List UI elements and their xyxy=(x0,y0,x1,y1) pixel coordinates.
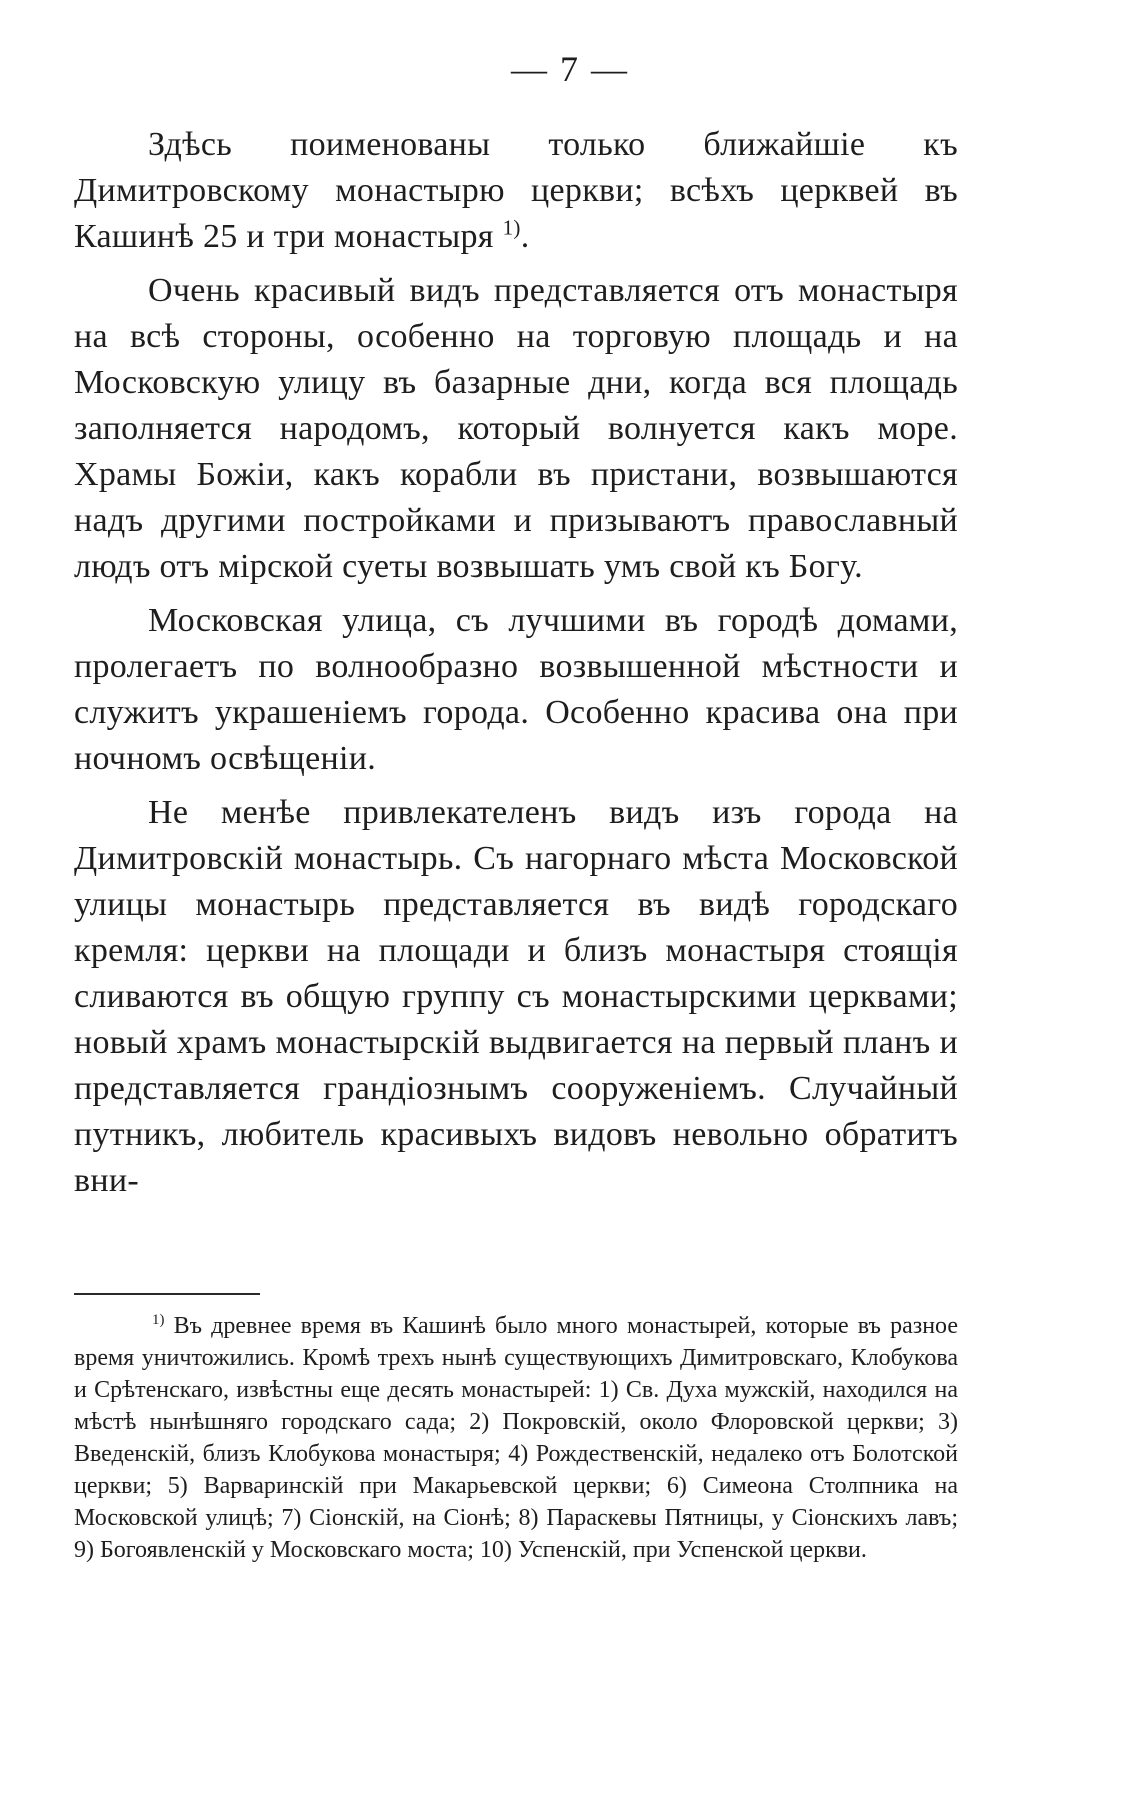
footnote-reference: 1) xyxy=(502,215,521,240)
paragraph-1 xyxy=(74,122,958,260)
footnote-1-text: Въ древнее время въ Кашинѣ было много монастырей, которые въ разное время уничтожились. Кромѣ трехъ нынѣ существующихъ Димитровскаго, Клобукова и Срѣтенскаго, извѣстны еще десять монастырей: 1) Св. Духа мужскій, находился на мѣстѣ нынѣшняго городскаго сада; 2) Покровскій, около Флоровской церкви; 3) Введенскій, близъ Клобукова монастыря; 4) Рождественскій, недалеко отъ Болотской церкви; 5) Варваринскій при Макарьевской церкви; 6) Симеона Столпника на Московской улицѣ; 7) Сіонскій, на Сіонѣ; 8) Параскевы Пятницы, у Сіонскихъ лавъ; 9) Богоявленскій у Московскаго моста; 10) Успенскій, при Успенской церкви. xyxy=(74,1313,959,1563)
footnotes xyxy=(74,1310,958,1566)
paragraph-1-text: Здѣсь поименованы только ближайшіе къ Димитровскому монастырю церкви; всѣхъ церквей въ Кашинѣ 25 и три монастыря xyxy=(74,126,958,255)
page-number: — 7 — xyxy=(511,49,629,89)
paragraph-4: Не менѣе привлекателенъ видъ изъ города на Димитровскій монастырь. Съ нагорнаго мѣста Московской улицы монастырь представляется въ видѣ городскаго кремля: церкви на площади и близъ монастыря стоящія сливаются въ общую группу съ монастырскими церквами; новый храмъ монастырскій выдвигается на первый планъ и представляется грандіознымъ сооруженіемъ. Случайный путникъ, любитель красивыхъ видовъ невольно обратитъ вни- xyxy=(74,794,958,1199)
footnote-mark: 1) xyxy=(152,1312,165,1328)
paragraph-2: Очень красивый видъ представляется отъ монастыря на всѣ стороны, особенно на торговую площадь и на Московскую улицу въ базарные дни, когда вся площадь заполняется народомъ, который волнуется какъ море. Храмы Божіи, какъ корабли въ пристани, возвышаются надъ другими постройками и призываютъ православный людъ отъ мірской суеты возвышать умъ свой къ Богу. xyxy=(74,272,958,585)
paragraph-3: Московская улица, съ лучшими въ городѣ домами, пролегаетъ по волнообразно возвышенной мѣстности и служитъ украшеніемъ города. Особенно красива она при ночномъ освѣщеніи. xyxy=(74,602,958,777)
footnote-1 xyxy=(74,1310,958,1566)
footnote-divider xyxy=(74,1293,260,1295)
main-text xyxy=(74,122,958,1212)
paragraph-1-tail: . xyxy=(520,218,530,255)
